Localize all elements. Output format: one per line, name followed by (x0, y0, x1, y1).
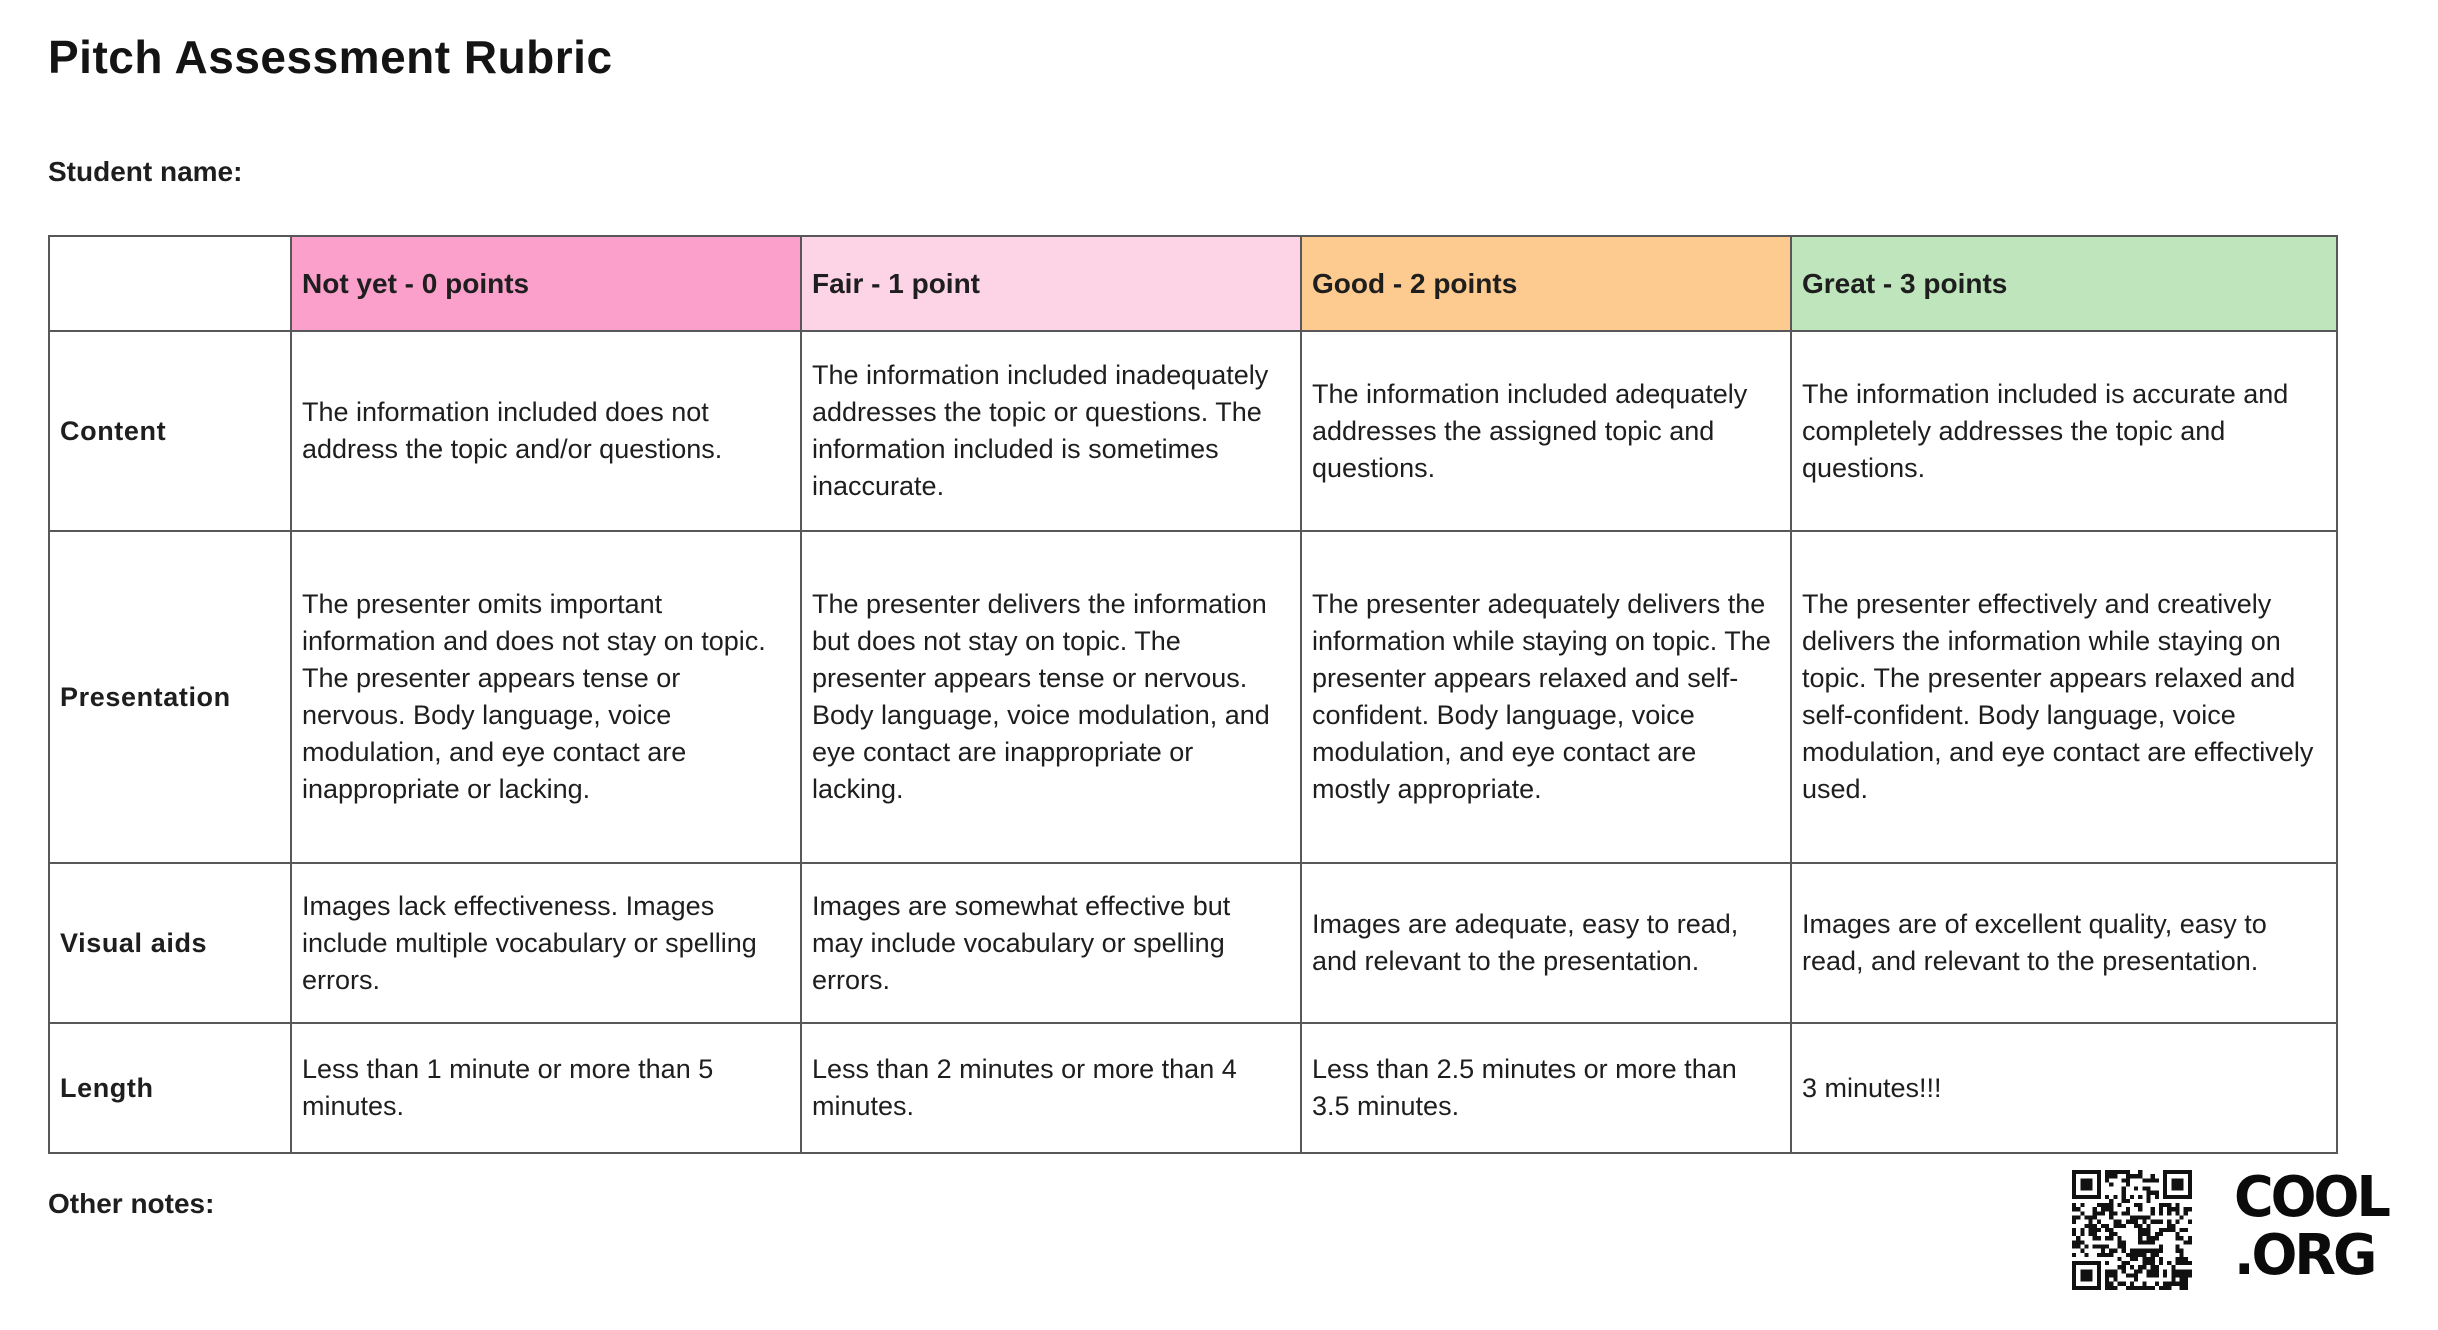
cell-length-not-yet: Less than 1 minute or more than 5 minutes. (291, 1023, 801, 1153)
cell-content-fair: The information included inadequately addresses the topic or questions. The information included is sometimes inaccurate. (801, 331, 1301, 531)
table-row-length (49, 1023, 2337, 1153)
cell-visual-aids-fair: Images are somewhat effective but may include vocabulary or spelling errors. (801, 863, 1301, 1023)
cell-content-not-yet: The information included does not address the topic and/or questions. (291, 331, 801, 531)
header-great: Great - 3 points (1791, 236, 2337, 331)
cell-content-great: The information included is accurate and completely addresses the topic and questions. (1791, 331, 2337, 531)
cell-presentation-great: The presenter effectively and creatively delivers the information while staying on topic. The presenter appears relaxed and self-confident. Body language, voice modulation, and eye contact are effectively used. (1791, 531, 2337, 863)
cell-presentation-good: The presenter adequately delivers the information while staying on topic. The presenter appears relaxed and self-confident. Body language, voice modulation, and eye contact are mostly appropriate. (1301, 531, 1791, 863)
table-row-presentation (49, 531, 2337, 863)
header-not-yet: Not yet - 0 points (291, 236, 801, 331)
row-label-content: Content (49, 331, 291, 531)
page-title: Pitch Assessment Rubric (48, 31, 613, 83)
logo-line2: .ORG (2234, 1222, 2375, 1288)
rubric-table (48, 235, 2338, 1154)
cell-content-good: The information included adequately addresses the assigned topic and questions. (1301, 331, 1791, 531)
cool-org-logo (2234, 1163, 2410, 1288)
header-fair: Fair - 1 point (801, 236, 1301, 331)
row-label-length: Length (49, 1023, 291, 1153)
cell-visual-aids-good: Images are adequate, easy to read, and relevant to the presentation. (1301, 863, 1791, 1023)
header-row (49, 236, 2337, 331)
row-label-visual-aids: Visual aids (49, 863, 291, 1023)
other-notes-label: Other notes: (48, 1188, 215, 1219)
header-good: Good - 2 points (1301, 236, 1791, 331)
cell-visual-aids-not-yet: Images lack effectiveness. Images include multiple vocabulary or spelling errors. (291, 863, 801, 1023)
table-row-visual-aids (49, 863, 2337, 1023)
header-blank-cell (49, 236, 291, 331)
row-label-presentation: Presentation (49, 531, 291, 863)
logo-line1: COOL (2234, 1163, 2388, 1230)
cell-length-good: Less than 2.5 minutes or more than 3.5 minutes. (1301, 1023, 1791, 1153)
cell-presentation-fair: The presenter delivers the information but does not stay on topic. The presenter appears tense or nervous. Body language, voice modulation, and eye contact are inappropriate or lacking. (801, 531, 1301, 863)
cell-visual-aids-great: Images are of excellent quality, easy to read, and relevant to the presentation. (1791, 863, 2337, 1023)
student-name-label: Student name: (48, 156, 243, 187)
cell-length-great: 3 minutes!!! (1791, 1023, 2337, 1153)
table-row-content (49, 331, 2337, 531)
cell-presentation-not-yet: The presenter omits important information and does not stay on topic. The presenter appears tense or nervous. Body language, voice modulation, and eye contact are inappropriate or lacking. (291, 531, 801, 863)
qr-code (2072, 1170, 2192, 1290)
cell-length-fair: Less than 2 minutes or more than 4 minutes. (801, 1023, 1301, 1153)
